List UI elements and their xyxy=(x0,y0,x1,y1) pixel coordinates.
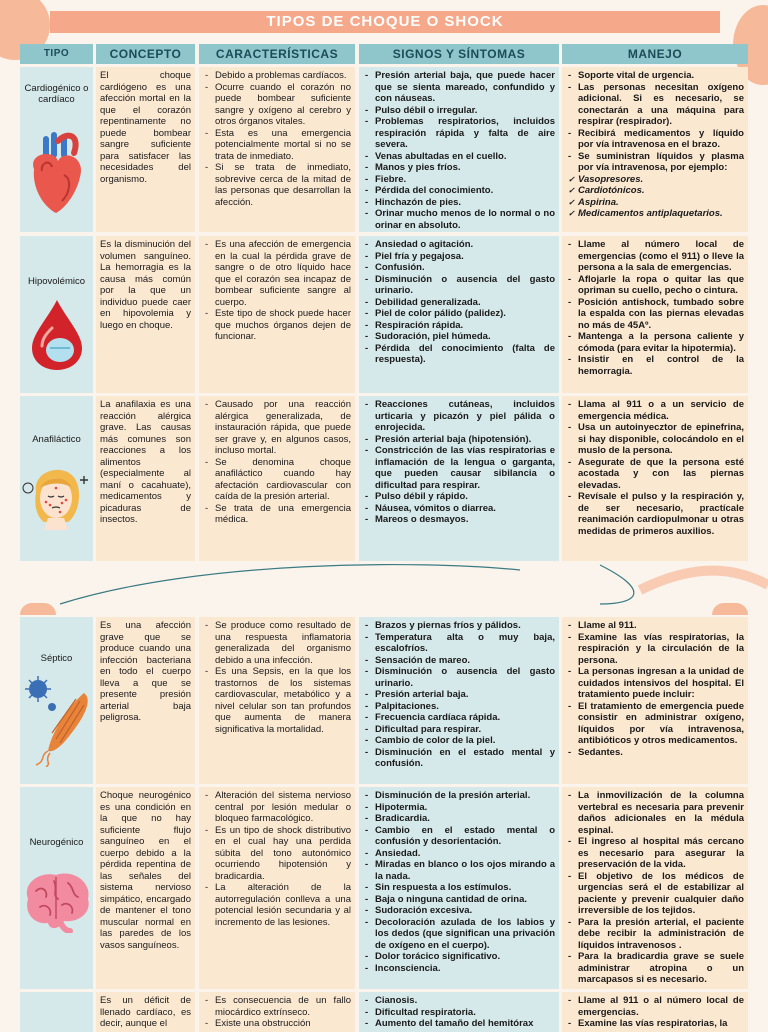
list-item: - Frecuencia cardíaca rápida. xyxy=(365,712,555,724)
list-item: - La alteración de la autorregulación conlleva a una potencial lesión secundaria y al incremento de las lesiones. xyxy=(205,882,351,928)
tipo-cell xyxy=(20,617,93,784)
table-header xyxy=(0,44,768,64)
list-item: - Debido a problemas cardíacos. xyxy=(205,70,351,82)
caracteristicas-cell xyxy=(199,396,355,561)
list-item: - Pulso débil y rápido. xyxy=(365,491,555,503)
manejo-cell xyxy=(562,67,748,232)
tipo-label: Hipovolémico xyxy=(27,276,86,287)
caracteristicas-cell xyxy=(199,992,355,1032)
tipo-cell xyxy=(20,236,93,393)
list-item: - Respiración rápida. xyxy=(365,320,555,332)
concepto-cell xyxy=(96,236,195,393)
list-item: - Aflojarle la ropa o quitar las que opriman su cuello, pecho o cintura. xyxy=(568,274,744,297)
list-item: - Si se trata de inmediato, sobrevive cerca de la mitad de las personas que desarrollan la afección. xyxy=(205,162,351,208)
header-signos: SIGNOS Y SÍNTOMAS xyxy=(359,44,559,64)
list-item: - Sin respuesta a los estímulos. xyxy=(365,882,555,894)
list-item: - Cianosis. xyxy=(365,995,555,1007)
list-item: - Orinar mucho menos de lo normal o no orinar en absoluto. xyxy=(365,208,555,231)
list-item: - Decoloración azulada de los labios y los dedos (que significan una privación de oxígeno en el cuerpo). xyxy=(365,917,555,952)
list-item: - Inconsciencia. xyxy=(365,963,555,975)
caracteristicas-cell xyxy=(199,617,355,784)
tipo-label: Anafiláctico xyxy=(32,434,81,445)
list-item: - El tratamiento de emergencia puede consistir en administrar oxígeno, líquidos por vía intravenosa, antibióticos y otros medicamentos. xyxy=(568,701,744,747)
list-item: - Se trata de una emergencia médica. xyxy=(205,503,351,526)
table-row xyxy=(0,787,768,989)
header-caracteristicas: CARACTERÍSTICAS xyxy=(199,44,355,64)
list-item: - Examine las vías respiratorias, la respiración y la circulación de la persona. xyxy=(568,632,744,667)
table-row xyxy=(0,992,768,1032)
manejo-cell xyxy=(562,787,748,989)
list-item: - Náusea, vómitos o diarrea. xyxy=(365,503,555,515)
list-item: - Ansiedad o agitación. xyxy=(365,239,555,251)
list-item: - Soporte vital de urgencia. xyxy=(568,70,744,82)
signos-cell xyxy=(359,617,559,784)
list-item: - Ansiedad. xyxy=(365,848,555,860)
concepto-text: Choque neurogénico es una condición en la que no hay suficiente flujo sanguíneo en el cuerpo debido a la pérdida repentina de las señales del sistema nervioso simpático, encargado de mantener el tono muscular normal en las paredes de los vasos sanguíneos. xyxy=(100,790,191,951)
list-item: - Sudoración, piel húmeda. xyxy=(365,331,555,343)
list-item: - La inmovilización de la columna vertebral es necesaria para prevenir daños adicionales en la médula espinal. xyxy=(568,790,744,836)
concepto-cell xyxy=(96,396,195,561)
check-item: ✓ Vasopresores. xyxy=(568,174,744,186)
concepto-cell xyxy=(96,787,195,989)
list-item: - Asegurate de que la persona esté acostada y con las piernas elevadas. xyxy=(568,457,744,492)
list-item: - Sudoración excesiva. xyxy=(365,905,555,917)
decor-half-circle-right xyxy=(712,603,748,615)
list-item: - Hipotermia. xyxy=(365,802,555,814)
signos-cell xyxy=(359,787,559,989)
tipo-cell xyxy=(20,992,93,1032)
check-item: ✓ Cardiotónicos. xyxy=(568,185,744,197)
list-item: - Es un tipo de shock distributivo en el cual hay una perdida súbita del tono autonómico ocurriendo hipotensión y bradicardia. xyxy=(205,825,351,883)
bacteria-icon xyxy=(22,673,92,772)
caracteristicas-cell xyxy=(199,236,355,393)
manejo-cell xyxy=(562,617,748,784)
table-row xyxy=(0,67,768,232)
list-item: - Cambio de color de la piel. xyxy=(365,735,555,747)
list-item: - Debilidad generalizada. xyxy=(365,297,555,309)
list-item: - Es consecuencia de un fallo miocárdico extrínseco. xyxy=(205,995,351,1018)
list-item: - Pérdida del conocimiento (falta de respuesta). xyxy=(365,343,555,366)
list-item: - Presión arterial baja. xyxy=(365,689,555,701)
list-item: - Este tipo de shock puede hacer que muchos órganos dejen de funcionar. xyxy=(205,308,351,343)
list-item: - Manos y pies fríos. xyxy=(365,162,555,174)
list-item: - Disminución en el estado mental y confusión. xyxy=(365,747,555,770)
caracteristicas-cell xyxy=(199,787,355,989)
tipo-label: Séptico xyxy=(40,653,73,664)
list-item: - Dificultad respiratoria. xyxy=(365,1007,555,1019)
concepto-text: La anafilaxia es una reacción alérgica grave. Las causas más comunes son reacciones a los alimentos (especialmente al maní o cacahuate), medicamentos y picaduras de insectos. xyxy=(100,399,191,525)
concepto-text: El choque cardiógeno es una afección mortal en la que el corazón repentinamente no puede bombear sangre suficiente para satisfacer las necesidades del organismo. xyxy=(100,70,191,185)
list-item: - Llame al número local de emergencias (como el 911) o lleve la persona a la sala de emergencias. xyxy=(568,239,744,274)
manejo-cell xyxy=(562,396,748,561)
page-title: TIPOS DE CHOQUE O SHOCK xyxy=(50,11,720,33)
decor-half-circle-left xyxy=(20,603,56,615)
signos-cell xyxy=(359,992,559,1032)
list-item: - Es una afección de emergencia en la cual la pérdida grave de sangre o de otro líquido hace que el corazón sea incapaz de bombear suficiente sangre al cuerpo. xyxy=(205,239,351,308)
list-item: - Llame al 911 o al número local de emergencias. xyxy=(568,995,744,1018)
list-item: - Palpitaciones. xyxy=(365,701,555,713)
manejo-cell xyxy=(562,236,748,393)
list-item: - Sensación de mareo. xyxy=(365,655,555,667)
list-item: - Para la presión arterial, el paciente debe recibir la administración de líquidos intravenosos . xyxy=(568,917,744,952)
list-item: - Dolor torácico significativo. xyxy=(365,951,555,963)
table-row xyxy=(0,236,768,393)
list-item: - Alteración del sistema nervioso central por lesión medular o bloqueo farmacológico. xyxy=(205,790,351,825)
list-item: - Es una Sepsis, en la que los trastornos de los sistemas cardiovascular, metabólico y a nivel celular son tan profundos que aumenta de manera significativa la mortalidad. xyxy=(205,666,351,735)
list-item: - Piel de color pálido (palidez). xyxy=(365,308,555,320)
list-item: - Se denomina choque anafiláctico cuando hay afectación cardiovascular con caída de la presión arterial. xyxy=(205,457,351,503)
header-manejo: MANEJO xyxy=(562,44,748,64)
concepto-cell xyxy=(96,67,195,232)
list-item: - Mantenga a la persona caliente y cómoda (para evitar la hipotermia). xyxy=(568,331,744,354)
list-item: - Revísale el pulso y la respiración y, de ser necesario, practícale reanimación cardiopulmonar u otras medidas de primeros auxilios. xyxy=(568,491,744,537)
signos-cell xyxy=(359,236,559,393)
list-item: - Dificultad para respirar. xyxy=(365,724,555,736)
list-item: - Constricción de las vías respiratorias e inflamación de la lengua o garganta, que pueden causar sibilancia o dificultad para respirar. xyxy=(365,445,555,491)
signos-cell xyxy=(359,67,559,232)
concepto-text: Es la disminución del volumen sanguíneo. La hemorragia es la causa más común por la que un individuo puede caer en hipovolemia y luego en choque. xyxy=(100,239,191,331)
list-item: - Se produce como resultado de una respuesta inflamatoria generalizada del organismo debido a una infección. xyxy=(205,620,351,666)
list-item: - Causado por una reacción alérgica generalizada, de instauración rápida, que puede ser grave y, en algunos casos, incluso mortal. xyxy=(205,399,351,457)
list-item: - Se suministran líquidos y plasma por vía intravenosa, por ejemplo: xyxy=(568,151,744,174)
list-item: - El objetivo de los médicos de urgencias será el de estabilizar al paciente y prevenir cualquier daño irreversible de los tejidos. xyxy=(568,871,744,917)
heart-icon xyxy=(24,129,88,220)
signos-cell xyxy=(359,396,559,561)
list-item: - Usa un autoinyecztor de epinefrina, si hay disponible, colocándolo en el muslo de la persona. xyxy=(568,422,744,457)
list-item: - Cambio en el estado mental o confusión y desorientación. xyxy=(365,825,555,848)
list-item: - Esta es una emergencia potencialmente mortal si no se trata de inmediato. xyxy=(205,128,351,163)
list-item: - Hinchazón de pies. xyxy=(365,197,555,209)
list-item: - Recibirá medicamentos y líquido por vía intravenosa en el brazo. xyxy=(568,128,744,151)
list-item: - Llame al 911. xyxy=(568,620,744,632)
list-item: - Las personas necesitan oxígeno adicional. Si es necesario, se conectarán a una máquina para respirar (respirador). xyxy=(568,82,744,128)
table-row xyxy=(0,617,768,784)
list-item: - Ocurre cuando el corazón no puede bombear suficiente sangre y oxígeno al cerebro y otros órganos vitales. xyxy=(205,82,351,128)
list-item: - Problemas respiratorios, incluidos respiración rápida y falta de aire severa. xyxy=(365,116,555,151)
table-row xyxy=(0,396,768,561)
list-item: - Piel fría y pegajosa. xyxy=(365,251,555,263)
header-concepto: CONCEPTO xyxy=(96,44,195,64)
list-item: - Disminución de la presión arterial. xyxy=(365,790,555,802)
list-item: - Para la bradicardia grave se suele administrar atropina o un marcapasos si es necesario. xyxy=(568,951,744,986)
tipo-cell xyxy=(20,787,93,989)
blood-drop-icon xyxy=(28,298,86,377)
list-item: - Llama al 911 o a un servicio de emergencia médica. xyxy=(568,399,744,422)
list-item: - Disminución o ausencia del gasto urinario. xyxy=(365,274,555,297)
concepto-cell xyxy=(96,617,195,784)
check-item: ✓ Medicamentos antiplaquetarios. xyxy=(568,208,744,220)
list-item: - Insistir en el control de la hemorragia. xyxy=(568,354,744,377)
list-item: - Sedantes. xyxy=(568,747,744,759)
list-item: - Miradas en blanco o los ojos mirando a la nada. xyxy=(365,859,555,882)
tipo-cell xyxy=(20,67,93,232)
list-item: - Fiebre. xyxy=(365,174,555,186)
list-item: - Pérdida del conocimiento. xyxy=(365,185,555,197)
list-item: - Temperatura alta o muy baja, escalofríos. xyxy=(365,632,555,655)
concepto-cell xyxy=(96,992,195,1032)
tipo-cell xyxy=(20,396,93,561)
list-item: - Presión arterial baja (hipotensión). xyxy=(365,434,555,446)
list-item: - Aumento del tamaño del hemitórax xyxy=(365,1018,555,1030)
tipo-label: Cardiogénico o cardíaco xyxy=(24,83,89,105)
list-item: - Baja o ninguna cantidad de orina. xyxy=(365,894,555,906)
list-item: - Brazos y piernas fríos y pálidos. xyxy=(365,620,555,632)
list-item: - Disminución o ausencia del gasto urinario. xyxy=(365,666,555,689)
list-item: - Presión arterial baja, que puede hacer que se sienta mareado, confundido y con náuseas. xyxy=(365,70,555,105)
list-item: - El ingreso al hospital más cercano es necesario para asegurar la preservación de la vida. xyxy=(568,836,744,871)
list-item: - La personas ingresan a la unidad de cuidados intensivos del hospital. El tratamiento puede incluir: xyxy=(568,666,744,701)
list-item: - Existe una obstrucción xyxy=(205,1018,351,1030)
tipo-label: Neurogénico xyxy=(29,837,84,848)
header-tipo: TIPO xyxy=(20,44,93,64)
list-item: - Reacciones cutáneas, incluidos urticaria y picazón y piel pálida o enrojecida. xyxy=(365,399,555,434)
list-item: - Bradicardia. xyxy=(365,813,555,825)
list-item: - Posición antishock, tumbado sobre la espalda con las piernas elevadas no más de 45Aº. xyxy=(568,297,744,332)
list-item: - Confusión. xyxy=(365,262,555,274)
decor-wave-lines xyxy=(0,560,768,605)
brain-icon xyxy=(20,869,94,938)
list-item: - Pulso débil o irregular. xyxy=(365,105,555,117)
list-item: - Mareos o desmayos. xyxy=(365,514,555,526)
allergic-face-icon xyxy=(22,458,92,539)
concepto-text: Es un déficit de llenado cardíaco, es decir, aunque el xyxy=(100,995,191,1029)
list-item: - Venas abultadas en el cuello. xyxy=(365,151,555,163)
manejo-cell xyxy=(562,992,748,1032)
check-item: ✓ Aspirina. xyxy=(568,197,744,209)
concepto-text: Es una afección grave que se produce cuando una infección bacteriana en todo el cuerpo lleva a que se presente presión arterial baja peligrosa. xyxy=(100,620,191,723)
list-item: - Examine las vías respiratorias, la xyxy=(568,1018,744,1030)
caracteristicas-cell xyxy=(199,67,355,232)
